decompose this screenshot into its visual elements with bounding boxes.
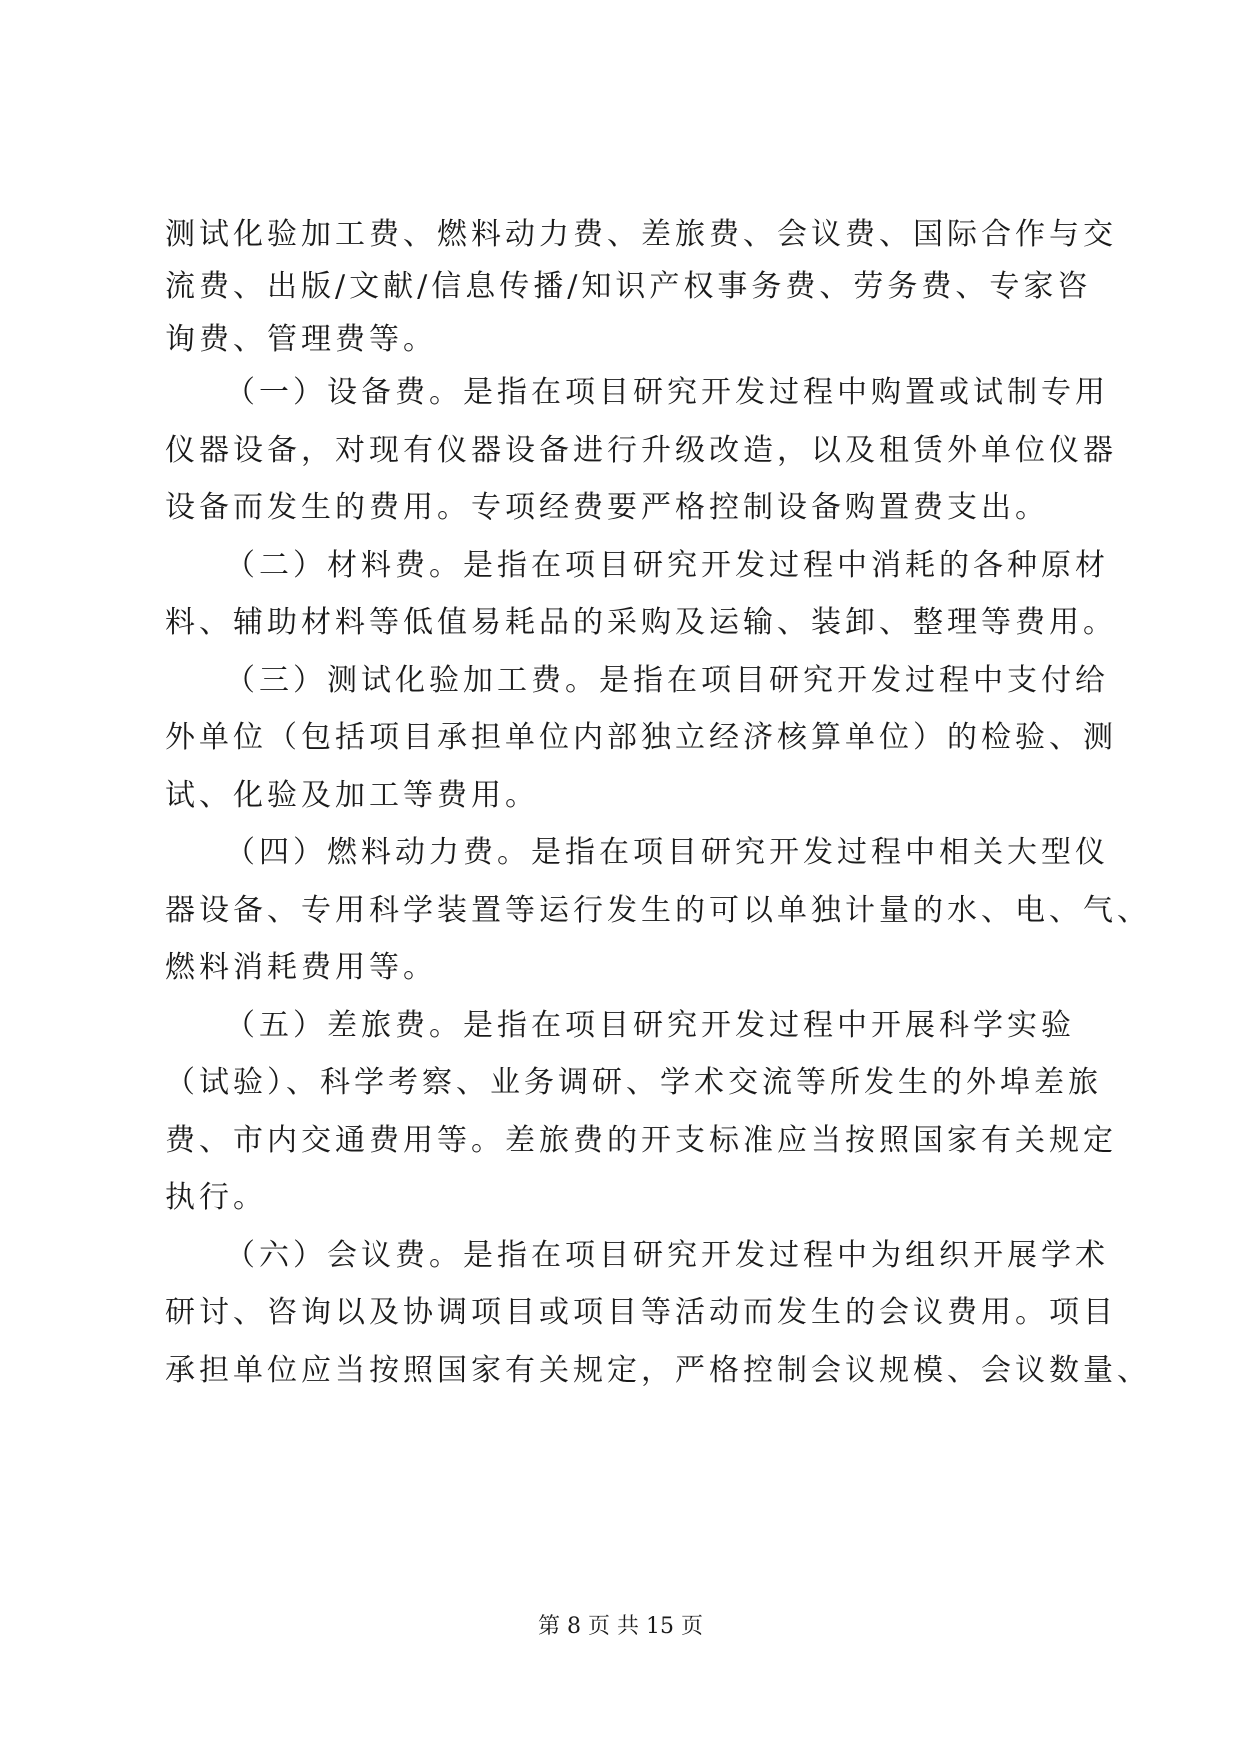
text-line: 外单位（包括项目承担单位内部独立经济核算单位）的检验、测 [165, 720, 1117, 755]
text-line: 流费、出版/文献/信息传播/知识产权事务费、劳务费、专家咨 [165, 269, 1092, 304]
text-line: （试验）、科学考察、业务调研、学术交流等所发生的外埠差旅 [165, 1065, 1102, 1100]
text-line: 费、市内交通费用等。差旅费的开支标准应当按照国家有关规定 [165, 1123, 1117, 1158]
paragraph-first-line: （一）设备费。是指在项目研究开发过程中购置或试制专用 [225, 375, 1109, 410]
text-line: 执行。 [165, 1180, 267, 1215]
text-line: 器设备、专用科学装置等运行发生的可以单独计量的水、电、气、 [165, 893, 1151, 928]
text-line: 询费、管理费等。 [165, 322, 437, 357]
paragraph-first-line: （三）测试化验加工费。是指在项目研究开发过程中支付给 [225, 663, 1109, 698]
page-number-footer: 第 8 页 共 15 页 [538, 1614, 703, 1639]
text-line: 仪器设备，对现有仪器设备进行升级改造，以及租赁外单位仪器 [165, 433, 1117, 468]
paragraph-first-line: （四）燃料动力费。是指在项目研究开发过程中相关大型仪 [225, 835, 1109, 870]
text-line: 设备而发生的费用。专项经费要严格控制设备购置费支出。 [165, 490, 1049, 525]
text-line: 料、辅助材料等低值易耗品的采购及运输、装卸、整理等费用。 [165, 605, 1117, 640]
paragraph-first-line: （二）材料费。是指在项目研究开发过程中消耗的各种原材 [225, 548, 1109, 583]
paragraph-first-line: （六）会议费。是指在项目研究开发过程中为组织开展学术 [225, 1238, 1109, 1273]
text-line: 研讨、咨询以及协调项目或项目等活动而发生的会议费用。项目 [165, 1295, 1117, 1330]
paragraph-first-line: （五）差旅费。是指在项目研究开发过程中开展科学实验 [225, 1008, 1075, 1043]
text-line: 燃料消耗费用等。 [165, 950, 437, 985]
text-line: 测试化验加工费、燃料动力费、差旅费、会议费、国际合作与交 [165, 217, 1117, 252]
text-line: 试、化验及加工等费用。 [165, 778, 539, 813]
text-line: 承担单位应当按照国家有关规定，严格控制会议规模、会议数量、 [165, 1353, 1151, 1388]
